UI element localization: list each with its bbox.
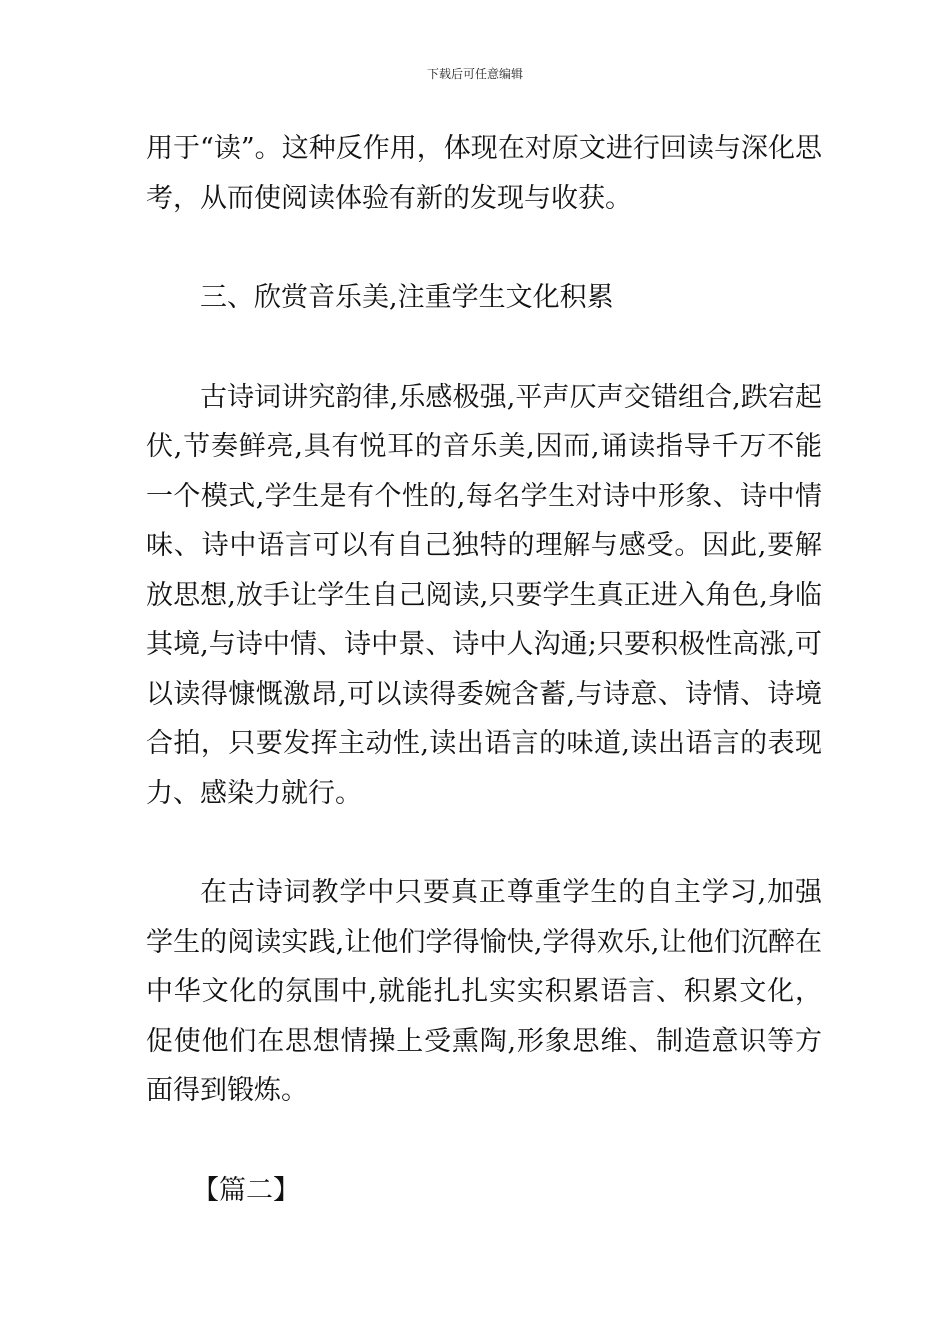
paragraph-continuation: 用于“读”。这种反作用，体现在对原文进行回读与深化思考，从而使阅读体验有新的发现与收获。 [146,133,822,214]
paragraph-autonomous-learning: 在古诗词教学中只要真正尊重学生的自主学习,加强学生的阅读实践,让他们学得愉快,学得欢乐,让他们沉醉在中华文化的氛围中,就能扎扎实实积累语言、积累文化，促使他们在思想情操上受熏陶,形象思维、制造意识等方面得到锻炼。 [146,877,822,1106]
page-header: 下载后可任意编辑 [426,67,523,81]
paragraph-gap [146,1116,822,1166]
section-tag: 【篇二】 [192,1174,300,1206]
paragraph-gap [146,323,822,373]
document-body [146,124,822,1215]
paragraph-music-beauty: 古诗词讲究韵律,乐感极强,平声仄声交错组合,跌宕起伏,节奏鲜亮,具有悦耳的音乐美,因而,诵读指导千万不能一个模式,学生是有个性的,每名学生对诗中形象、诗中情味、诗中语言可以有自己独特的理解与感受。因此,要解放思想,放手让学生自己阅读,只要学生真正进入角色,身临其境,与诗中情、诗中景、诗中人沟通;只要积极性高涨,可以读得慷慨激昂,可以读得委婉含蓄,与诗意、诗情、诗境合拍，只要发挥主动性,读出语言的味道,读出语言的表现力、感染力就行。 [146,381,822,809]
section-heading: 三、欣赏音乐美,注重学生文化积累 [200,282,614,313]
paragraph-gap [146,818,822,868]
paragraph-gap [146,223,822,273]
